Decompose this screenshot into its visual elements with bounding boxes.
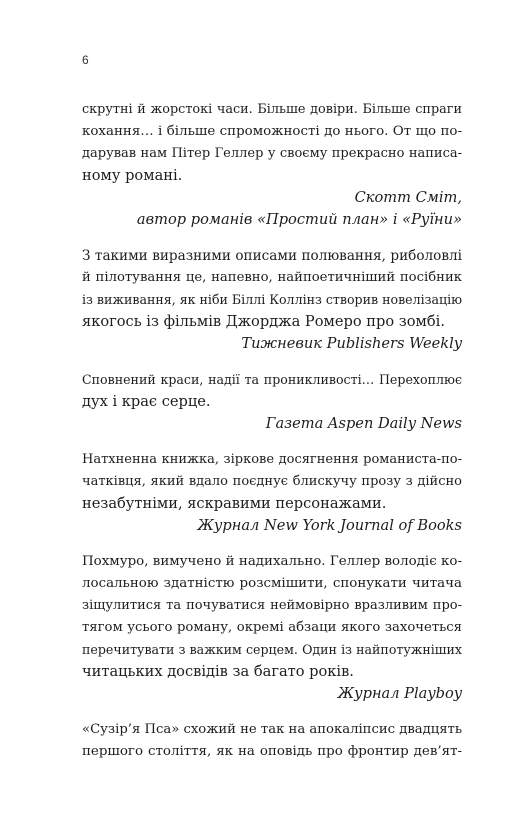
blurb-text-line: Похмуро, вимучено й надихально. Геллер володіє ко- bbox=[82, 554, 462, 569]
blurb-text-line: якогось із фільмів Джорджа Ромеро про зомбі. bbox=[82, 313, 445, 330]
blurb-attribution: автор романів «Простий план» і «Руїни» bbox=[136, 211, 462, 228]
blurb-attribution: Газета Aspen Daily News bbox=[265, 415, 462, 432]
blurb-text-line: З такими виразними описами полювання, риболовлі bbox=[82, 248, 462, 264]
blurb-text-line: кохання… і більше спроможності до нього. От що по- bbox=[82, 124, 462, 139]
blurb-attribution: Журнал Playboy bbox=[337, 685, 462, 702]
blurb-text-line: й пілотування це, напевно, найпоетичніший посібник bbox=[82, 270, 462, 285]
blurb-text-line: скрутні й жорстокі часи. Більше довіри. Більше спраги bbox=[82, 102, 462, 117]
blurb-attribution: Тижневик Publishers Weekly bbox=[241, 335, 462, 352]
blurb-text-line: Сповнений краси, надії та проникливості… Перехоплює bbox=[82, 372, 462, 387]
blurb-attribution: Скотт Сміт, bbox=[354, 189, 462, 206]
blurb-text-line: перечитувати з важким серцем. Один із найпотужніших bbox=[82, 642, 462, 657]
blurb-attribution: Журнал New York Journal of Books bbox=[197, 517, 462, 534]
blurb-text-line: ному романі. bbox=[82, 167, 183, 184]
blurb-text-line: чатківця, який вдало поєднує блискучу прозу з дійсно bbox=[82, 474, 462, 489]
blurb-text-line: «Сузір’я Пса» схожий не так на апокаліпсис двадцять bbox=[82, 722, 463, 737]
blurb-text-line: незабутніми, яскравими персонажами. bbox=[82, 495, 387, 512]
blurb-text-line: зіщулитися та почуватися неймовірно вразливим про- bbox=[82, 598, 462, 613]
blurb-text-line: першого століття, як на оповідь про фронтир дев’ят- bbox=[82, 744, 462, 759]
blurb-text-line: Натхненна книжка, зіркове досягнення романиста-по- bbox=[82, 452, 462, 467]
blurb-text-line: із виживання, як ніби Біллі Коллінз створив новелізацію bbox=[82, 292, 463, 307]
blurb-text-line: тягом усього роману, окремі абзаци якого захочеться bbox=[82, 620, 462, 635]
page-number: 6 bbox=[82, 53, 89, 67]
blurb-text-line: читацьких досвідів за багато років. bbox=[82, 663, 354, 680]
blurb-text-line: дух і крає серце. bbox=[82, 393, 211, 410]
blurb-text-line: лосальною здатністю розсмішити, спонукати читача bbox=[82, 576, 462, 591]
blurb-text-line: дарував нам Пітер Геллер у своєму прекрасно написа- bbox=[82, 146, 462, 161]
